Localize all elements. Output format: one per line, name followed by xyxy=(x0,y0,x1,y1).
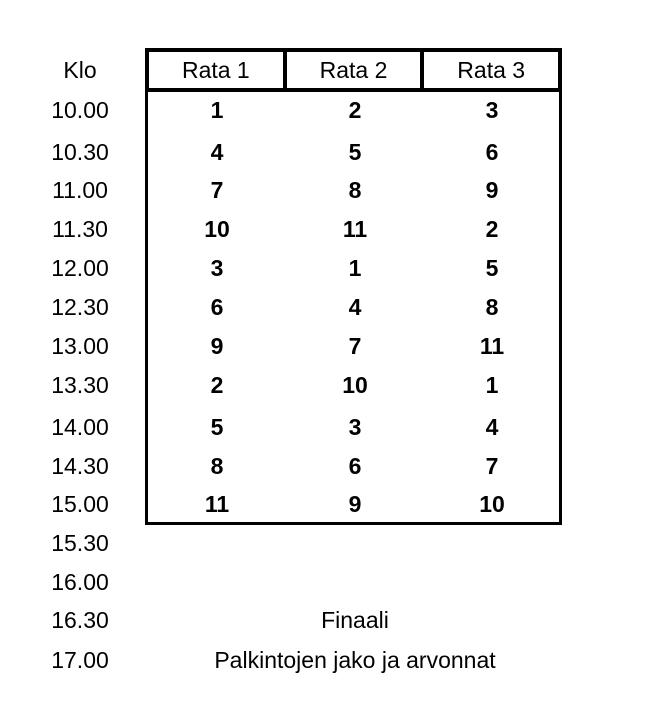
team-number-cell: 3 xyxy=(210,255,224,281)
time-label: 14.00 xyxy=(51,414,109,440)
team-number-cell: 8 xyxy=(485,294,499,320)
team-number-cell: 4 xyxy=(485,414,499,440)
time-label: 12.00 xyxy=(51,255,109,281)
time-label: 17.00 xyxy=(51,647,109,673)
team-number-cell: 4 xyxy=(210,139,224,165)
team-number-cell: 3 xyxy=(485,97,499,123)
team-number-cell: 5 xyxy=(348,139,362,165)
team-number-cell: 7 xyxy=(348,333,362,359)
team-number-cell: 10 xyxy=(204,216,230,242)
time-column-header: Klo xyxy=(63,57,97,83)
team-number-cell: 7 xyxy=(485,453,499,479)
time-label: 12.30 xyxy=(51,294,109,320)
team-number-cell: 2 xyxy=(348,97,362,123)
final-label: Finaali xyxy=(321,607,389,633)
team-number-cell: 7 xyxy=(210,177,224,203)
time-label: 10.00 xyxy=(51,97,109,123)
team-number-cell: 6 xyxy=(485,139,499,165)
team-number-cell: 2 xyxy=(485,216,499,242)
team-number-cell: 1 xyxy=(348,255,362,281)
team-number-cell: 10 xyxy=(342,372,368,398)
team-number-cell: 1 xyxy=(485,372,499,398)
track-header-2: Rata 2 xyxy=(283,52,421,88)
team-number-cell: 10 xyxy=(479,491,505,517)
time-label: 16.30 xyxy=(51,607,109,633)
team-number-cell: 6 xyxy=(348,453,362,479)
team-number-cell: 9 xyxy=(348,491,362,517)
track-header-row xyxy=(145,48,562,92)
team-number-cell: 4 xyxy=(348,294,362,320)
time-label: 13.00 xyxy=(51,333,109,359)
time-label: 11.00 xyxy=(52,177,108,203)
track-header-3: Rata 3 xyxy=(420,52,558,88)
time-label: 11.30 xyxy=(52,216,108,242)
time-label: 16.00 xyxy=(51,569,109,595)
team-number-cell: 2 xyxy=(210,372,224,398)
team-number-cell: 5 xyxy=(210,414,224,440)
awards-label: Palkintojen jako ja arvonnat xyxy=(214,647,496,673)
team-number-cell: 9 xyxy=(485,177,499,203)
time-label: 15.30 xyxy=(51,530,109,556)
team-number-cell: 5 xyxy=(485,255,499,281)
time-label: 14.30 xyxy=(51,453,109,479)
team-number-cell: 6 xyxy=(210,294,224,320)
team-number-cell: 8 xyxy=(348,177,362,203)
time-label: 13.30 xyxy=(51,372,109,398)
team-number-cell: 9 xyxy=(210,333,224,359)
track-header-1: Rata 1 xyxy=(181,56,250,83)
team-number-cell: 8 xyxy=(210,453,224,479)
team-number-cell: 11 xyxy=(479,333,505,359)
time-label: 15.00 xyxy=(51,491,109,517)
team-number-cell: 11 xyxy=(204,491,230,517)
team-number-cell: 1 xyxy=(210,97,224,123)
team-number-cell: 3 xyxy=(348,414,362,440)
team-number-cell: 11 xyxy=(342,216,368,242)
time-label: 10.30 xyxy=(51,139,109,165)
